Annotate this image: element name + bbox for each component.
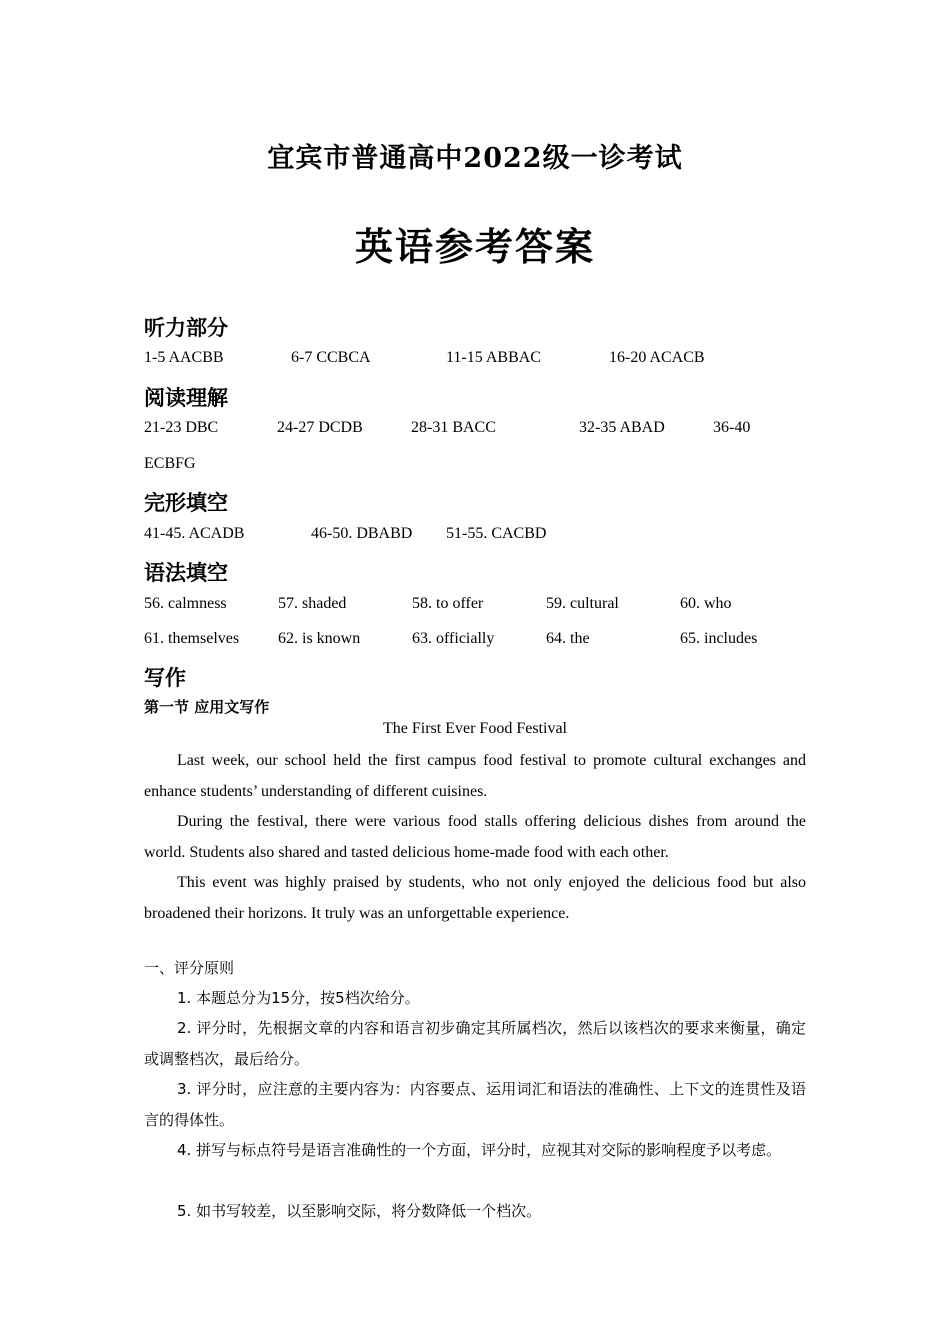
grammar-answer: 61. themselves	[144, 630, 240, 647]
listening-answer: 11-15 ABBAC	[446, 349, 541, 366]
grammar-answer: 58. to offer	[412, 595, 484, 612]
scoring-item: 5. 如书写较差，以至影响交际，将分数降低一个档次。	[177, 1202, 542, 1220]
scoring-item: 1. 本题总分为15分，按5档次给分。	[177, 989, 420, 1007]
listening-answer: 16-20 ACACB	[609, 349, 705, 366]
cloze-answer: 46-50. DBABD	[311, 525, 413, 542]
essay-paragraph: Last week, our school held the first campus food festival to promote cultural exchanges and enhance students’ understanding of different cuisines.	[144, 752, 806, 800]
reading-answer: 28-31 BACC	[411, 419, 496, 436]
listening-answer: 6-7 CCBCA	[291, 349, 371, 366]
grammar-answer: 62. is known	[278, 630, 361, 647]
listening-answer: 1-5 AACBB	[144, 349, 224, 366]
essay-paragraph: This event was highly praised by students, who not only enjoyed the delicious food but also broadened their horizons. It truly was an unforgettable experience.	[144, 874, 806, 922]
scoring-item: 3. 评分时，应注意的主要内容为：内容要点、运用词汇和语法的准确性、上下文的连贯性及语言的得体性。	[144, 1080, 806, 1129]
answer-key-title: 英语参考答案	[354, 224, 595, 269]
grammar-answer: 63. officially	[412, 630, 495, 647]
writing-heading: 写作	[144, 666, 186, 690]
reading-answer-wrap: ECBFG	[144, 455, 196, 472]
essay-title: The First Ever Food Festival	[383, 720, 567, 737]
grammar-answer: 56. calmness	[144, 595, 227, 612]
grammar-heading: 语法填空	[144, 561, 228, 585]
reading-answer: 32-35 ABAD	[579, 419, 665, 436]
essay-paragraph: During the festival, there were various food stalls offering delicious dishes from around the world. Students also shared and tasted delicious home-made food with each other.	[144, 813, 806, 861]
reading-answer: 36-40	[713, 419, 751, 436]
grammar-answer: 65. includes	[680, 630, 758, 647]
writing-part-heading: 第一节 应用文写作	[144, 698, 270, 716]
grammar-answer: 60. who	[680, 595, 732, 612]
listening-heading: 听力部分	[144, 316, 228, 340]
scoring-heading: 一、评分原则	[144, 959, 235, 977]
grammar-answer: 57. shaded	[278, 595, 347, 612]
reading-heading: 阅读理解	[144, 386, 228, 410]
reading-answer: 24-27 DCDB	[277, 419, 363, 436]
cloze-heading: 完形填空	[144, 491, 228, 515]
scoring-item: 2. 评分时，先根据文章的内容和语言初步确定其所属档次，然后以该档次的要求来衡量，确定或调整档次，最后给分。	[144, 1019, 806, 1068]
reading-answer: 21-23 DBC	[144, 419, 219, 436]
exam-title: 宜宾市普通高中2022级一诊考试	[267, 143, 683, 174]
scoring-item: 4. 拼写与标点符号是语言准确性的一个方面，评分时，应视其对交际的影响程度予以考虑。	[177, 1141, 782, 1159]
grammar-answer: 64. the	[546, 630, 590, 647]
grammar-answer: 59. cultural	[546, 595, 619, 612]
cloze-answer: 51-55. CACBD	[446, 525, 547, 542]
cloze-answer: 41-45. ACADB	[144, 525, 245, 542]
